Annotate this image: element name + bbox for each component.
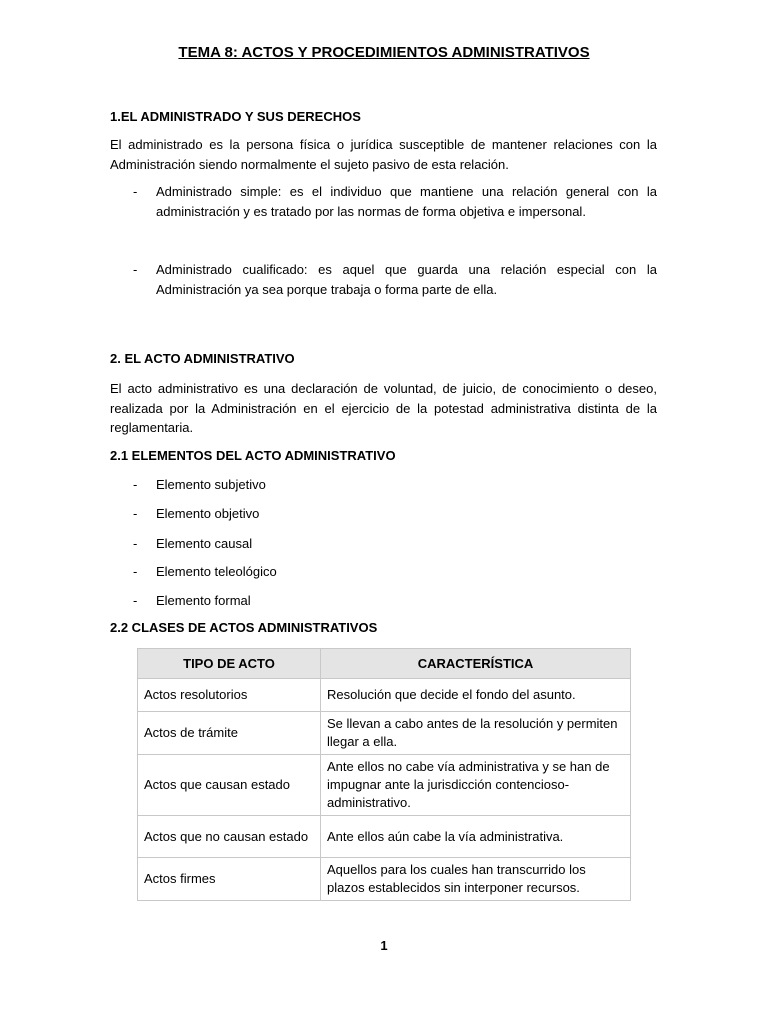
table-row: [138, 712, 631, 755]
table-cell-tipo: Actos resolutorios: [138, 679, 321, 712]
acts-classes-table: [137, 648, 631, 901]
table-row: [138, 858, 631, 901]
section-1-intro: El administrado es la persona física o jurídica susceptible de mantener relaciones con la Administración siendo normalmente el sujeto pasivo de esta relación.: [110, 137, 657, 172]
bullet-administrado-simple: Administrado simple: es el individuo que mantiene una relación general con la administración y es tratado por las normas de forma objetiva e impersonal.: [156, 184, 657, 219]
section-2-intro: El acto administrativo es una declaración de voluntad, de juicio, de conocimiento o deseo, realizada por la Administración en el ejercicio de la potestad administrativa distinta de la reglamentaria.: [110, 381, 657, 435]
bullet-marker: -: [133, 593, 138, 608]
bullet-marker: -: [133, 506, 138, 521]
element-list-item: Elemento objetivo: [156, 506, 260, 521]
column-header-caracteristica: CARACTERÍSTICA: [321, 649, 631, 679]
bullet-marker: -: [133, 262, 138, 277]
table-cell-tipo: Actos que causan estado: [138, 755, 321, 816]
column-header-tipo: TIPO DE ACTO: [138, 649, 321, 679]
section-2-2-heading: 2.2 CLASES DE ACTOS ADMINISTRATIVOS: [110, 620, 378, 635]
bullet-marker: -: [133, 477, 138, 492]
section-2-1-heading: 2.1 ELEMENTOS DEL ACTO ADMINISTRATIVO: [110, 448, 396, 463]
section-2-heading: 2. EL ACTO ADMINISTRATIVO: [110, 351, 295, 366]
table-cell-caracteristica: Resolución que decide el fondo del asunto.: [321, 679, 631, 712]
bullet-marker: -: [133, 184, 138, 199]
table-cell-caracteristica: Ante ellos no cabe vía administrativa y se han de impugnar ante la jurisdicción contencioso-administrativo.: [321, 755, 631, 816]
table-cell-caracteristica: Se llevan a cabo antes de la resolución y permiten llegar a ella.: [321, 712, 631, 755]
table-row: [138, 816, 631, 858]
element-list-item: Elemento subjetivo: [156, 477, 266, 492]
table-cell-tipo: Actos firmes: [138, 858, 321, 901]
document-title: TEMA 8: ACTOS Y PROCEDIMIENTOS ADMINISTRATIVOS: [178, 44, 590, 61]
table-row: [138, 679, 631, 712]
element-list-item: Elemento causal: [156, 536, 253, 551]
table-cell-caracteristica: Aquellos para los cuales han transcurrido los plazos establecidos sin interponer recursos.: [321, 858, 631, 901]
page-number: 1: [380, 938, 388, 953]
section-1-heading: 1.EL ADMINISTRADO Y SUS DERECHOS: [110, 109, 361, 124]
table-cell-caracteristica: Ante ellos aún cabe la vía administrativa.: [321, 816, 631, 858]
bullet-administrado-cualificado: Administrado cualificado: es aquel que guarda una relación especial con la Administración ya sea porque trabaja o forma parte de ella.: [156, 262, 657, 297]
table-cell-tipo: Actos de trámite: [138, 712, 321, 755]
element-list-item: Elemento formal: [156, 593, 251, 608]
element-list-item: Elemento teleológico: [156, 564, 277, 579]
table-row: [138, 755, 631, 816]
table-cell-tipo: Actos que no causan estado: [138, 816, 321, 858]
bullet-marker: -: [133, 564, 138, 579]
bullet-marker: -: [133, 536, 138, 551]
table-header-row: [138, 649, 631, 679]
